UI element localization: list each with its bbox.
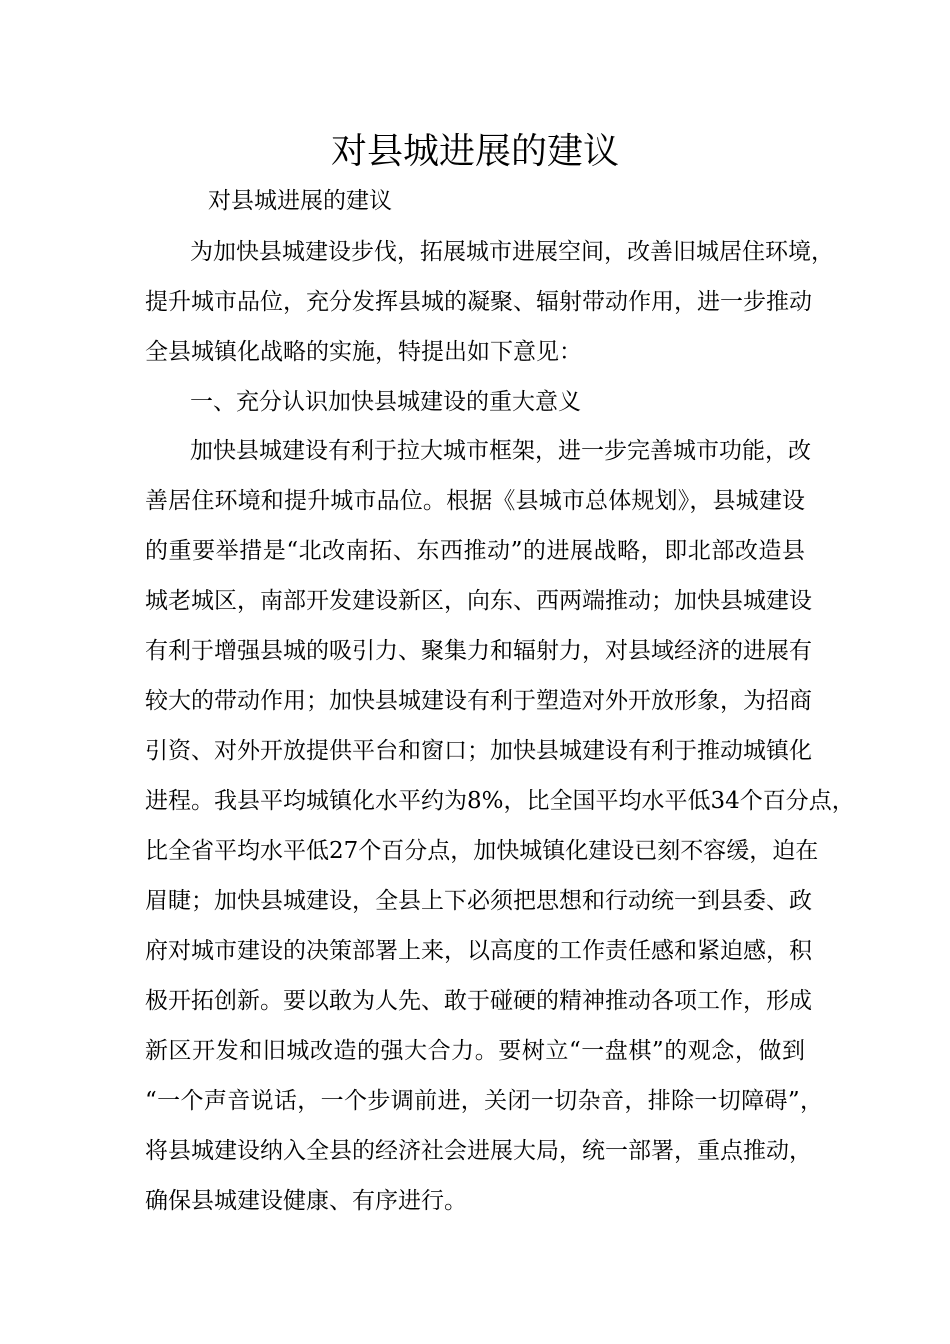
paragraph-line: 较大的带动作用；加快县城建设有利于塑造对外开放形象，为招商 bbox=[145, 688, 812, 714]
paragraph-line: 府对城市建设的决策部署上来，以高度的工作责任感和紧迫感，积 bbox=[145, 938, 812, 964]
paragraph-line: 进程。我县平均城镇化水平约为8%，比全国平均水平低34个百分点， bbox=[145, 788, 855, 814]
document-subtitle: 对县城进展的建议 bbox=[208, 188, 392, 214]
paragraph-line: 为加快县城建设步伐，拓展城市进展空间，改善旧城居住环境， bbox=[190, 239, 834, 265]
paragraph-line: 将县城建设纳入全县的经济社会进展大局，统一部署，重点推动， bbox=[145, 1138, 812, 1164]
paragraph-line: 提升城市品位，充分发挥县城的凝聚、辐射带动作用，进一步推动 bbox=[145, 289, 812, 315]
paragraph-line: 比全省平均水平低27个百分点，加快城镇化建设已刻不容缓，迫在 bbox=[145, 838, 819, 864]
paragraph-line: 城老城区，南部开发建设新区，向东、西两端推动；加快县城建设 bbox=[145, 588, 812, 614]
paragraph-line: 极开拓创新。要以敢为人先、敢于碰硬的精神推动各项工作，形成 bbox=[145, 988, 812, 1014]
paragraph-line: 确保县城建设健康、有序进行。 bbox=[145, 1188, 467, 1214]
section-heading: 一、充分认识加快县城建设的重大意义 bbox=[190, 389, 581, 415]
paragraph-line: 的重要举措是“北改南拓、东西推动”的进展战略，即北部改造县 bbox=[145, 538, 805, 564]
paragraph-line: 善居住环境和提升城市品位。根据《县城市总体规划》，县城建设 bbox=[145, 488, 805, 514]
paragraph-line: 眉睫；加快县城建设，全县上下必须把思想和行动统一到县委、政 bbox=[145, 888, 812, 914]
paragraph-line: 全县城镇化战略的实施，特提出如下意见： bbox=[145, 339, 582, 365]
paragraph-line: “一个声音说话，一个步调前进，关闭一切杂音，排除一切障碍”， bbox=[145, 1088, 823, 1114]
paragraph-line: 加快县城建设有利于拉大城市框架，进一步完善城市功能，改 bbox=[190, 438, 811, 464]
paragraph-line: 引资、对外开放提供平台和窗口；加快县城建设有利于推动城镇化 bbox=[145, 738, 812, 764]
document-title: 对县城进展的建议 bbox=[330, 131, 619, 172]
paragraph-line: 有利于增强县城的吸引力、聚集力和辐射力，对县域经济的进展有 bbox=[145, 638, 812, 664]
paragraph-line: 新区开发和旧城改造的强大合力。要树立“一盘棋”的观念，做到 bbox=[145, 1038, 805, 1064]
